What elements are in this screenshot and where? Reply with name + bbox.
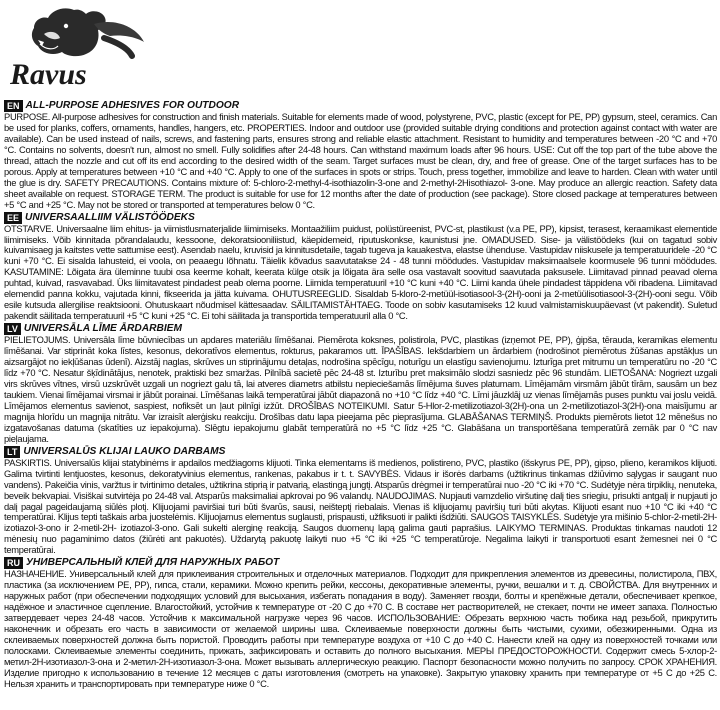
language-code-badge: LV <box>4 323 21 335</box>
language-code-badge: EE <box>4 212 22 224</box>
section-text: PASKIRTIS. Universalūs klijai statybinėms ir apdailos medžiagoms klijuoti. Tinka elementams iš medienos, polistireno, PVC, plastiko (išskyrus PE, PP), gipso, plieno, keramikos klijuoti. Galima tvirtinti lentjuostes, kesonus, dekoratyvinius elementus, rankenas, pakabus ir t. t. SAVYBĖS. Vidaus ir išorės darbams (užtikrinus tinkamas džiūvimo sąlygas ir saugant nuo vandens). Pakeičia vinis, varžtus ir tvirtinimo detales, užtikrina stiprią ir patvarią, elastingą jungtį. Atsparūs drėgmei ir temperatūrai nuo -20 °C iki +70 °C. Sudėtyje nėra tirpiklių, nenuteka, beveik bekvapiai. Visiškai sutvirtėja po 24-48 val. Atsparūs maksimaliai apkrovai po 96 valandų. NAUDOJIMAS. Nupjauti vamzdelio viršutinę dalį ties sriegiu, prisukti antgalį ir nupjauti jo dalį pagal pageidaujamą siūlės plotį. Klijuojami paviršiai turi būti švarūs, sausi, neišteptį riebalais. Vienas iš klijuojamų paviršių turi būti akytas. Klijuoti esant nuo +10 °C iki +40 °C temperatūrai. Klijus tepti taškais arba juostelėmis. Klijuojamus elementus suglausti, prispausti, užfiksuoti ir palikti išdžiūti. SAUGOS TAISYKLĖS. Sudėtyje yra mišinio 5-chlor-2-metil-2H-izotiazol-3-ono ir 2-metil-2H- izotiazol-3-ono. Gali sukelti alerginę reakciją. Saugos duomenų lapą galima gauti paprašius. LAIKYMO TERMINAS. Produktas tinkamas naudoti 12 mėnesių nuo pagaminimo datos (žiūrėti ant pakuotės). Uždarytą pakuotę laikyti nuo +5 °C iki +25 °C temperatūroje. Negalima laikyti ir transportuoti esant žemesnei nei 0 °C temperatūrai. <box>4 457 717 556</box>
section-text: OTSTARVE. Universaalne liim ehitus- ja viimistlusmaterjalide liimimiseks. Montaažiliim puidust, polüstüreenist, PVC-st, plastikust (v.a PE, PP), kipsist, terasest, keraamikast elementide liimimiseks. Võib kinnitada põrandalaudu, kessoone, dekoratsiooniliistud, käepidemeid, riputuskonkse, kaunistusi jne. OMADUSED. Sise- ja välistöödeks (kui on tagatud sobiv kuivamisaeg ja kaitstes vette sattumise eest). Asendab naelu, kruvisid ja kinnitusdetaile, tagab tugeva ja kauakestva, elastse ühenduse. Vastupidav niiskusele ja temperatuuridele -20 °C kuni +70 °C. Ei sisalda lahusteid, ei voola, on peaaegu lõhnatu. Täielik kõvadus saavutatakse 24 - 48 tunni möödudes. Vastupidav maksimaalsele koormusele 96 tunni möödudes. KASUTAMINE: Lõigata ära üleminne tuubi osa keerme kohalt, keerata külge otsik ja lõigata ära selle osa vastavalt soovitud saavutada paksusele. Liimitavad pinnad peavad olema puhtad, kuivad, rasvavabad. Üks liimitavatest pindadest peab olema poorne. Liimida temperatuuril +10 °C kuni +40 °C. Liimi kanda ühele pindadest täppidena või ribadena. Liimitavad elemendid panna kokku, vajutada kinni, fikseerida ja jätta kuivama. OHUTUSREEGLID. Sisaldab 5-kloro-2-metüül-isotiasool-3-(2H)-ooni ja 2-metüülisotiasool-3-(2H)-ooni segu. Võib esile kutsuda allergilise reaktsiooni. Ohutuskaart nõudmisel kättesaadav. SÄILITAMISTÄHTAEG. Toode on sobiv kasutamiseks 12 kuud valmistamiskuupäevast (vt pakendit). Suletud pakendit säilitada temperatuuril +5 °C kuni +25 °C. Ei tohi säilitada ja transportida temperatuuril alla 0 °C. <box>4 223 717 322</box>
language-code-badge: LT <box>4 446 20 458</box>
section-heading <box>4 100 717 112</box>
section-heading <box>4 446 717 458</box>
section-heading <box>4 323 717 335</box>
section-ru <box>4 557 717 689</box>
section-lt <box>4 446 717 557</box>
section-heading <box>4 557 717 569</box>
section-title: UNIVERSAALLIIM VÄLISTÖÖDEKS <box>25 211 195 223</box>
section-heading <box>4 212 717 224</box>
section-text: PURPOSE. All-purpose adhesives for construction and finish materials. Suitable for elements made of wood, polystyrene, PVC, plastic (except for PE, PP) gypsum, steel, ceramics. Can be used for planks, coffers, ornaments, handles, hangers, etc. PROPERTIES. Indoor and outdoor use (provided suitable drying conditions and protection against contact with water are available). Can be used instead of nails, screws, and fastening parts, ensures strong and reliable elastic attachment. Resistant to humidity and temperatures between -20 °C and +70 °C. Contains no solvents, doesn't run, almost no smell. Fully solidifies after 24-48 hours. Can withstand maximum loads after 96 hours. USE: Cut off the top part of the tube above the thread, attach the nozzle and cut off its end according to the desired width of the seam. Target surfaces must be clean, dry, and free of grease. One of the target surfaces has to be porous. Apply at temperatures between +10 °C and +40 °C. Apply to one of the surfaces in spots or strips. Touch, press together, immobilize and leave to harden. Clean with water until the glue is dry. SAFETY PRECAUTIONS. Contains mixture of: 5-chloro-2-methyl-4-isothiazolin-3-one and 2-methyl-2Hisothiazol- 3-one. May produce an allergic reaction. Safety data sheet available on request. STORAGE TERM. The product is suitable for use for 12 months after the date of production (see package). Store closed package at temperatures between +5 °C and +25 °C. May not be stored or transported at temperatures below 0 °C. <box>4 112 717 210</box>
section-text: PIELIETOJUMS. Universāla līme būvniecības un apdares materiālu līmēšanai. Piemērota koksnes, polistirola, PVC, plastikas (izņemot PE, PP), ģipša, tērauda, keramikas elementu līmēšanai. Var stiprināt koka līstes, kesonus, dekoratīvos elementus, rokturus, pakaramos utt. ĪPAŠĪBAS. Iekšdarbiem un ārdarbiem (nodrošinot piemērotus žūšanas apstākļus un aizsargājot no iekļūšanas ūdenī). Aizstāj naglas, skrūves un stiprinājumu detaļas, nodrošina spēcīgu, noturīgu un elastīgu savienojumu. Izturīga pret mitrumu un temperatūru no -20 °C līdz +70 °C. Nesatur šķīdinātājus, nenotek, praktiski bez smaržas. Pilnībā sacietē pēc 24-48 st. Izturību pret maksimālo slodzi sasniedz pēc 96 stundām. LIETOŠANA: Nogriezt uzgali virs skrūves vītnes, virsū uzskrūvēt uzgali un nogriezt galu tā, lai atveres diametrs atbilstu nepieciešamās līmējuma šuves platumam. Līmējamām virsmām jābūt tīrām, sausām un bez taukiem. Vienai līmējamai virsmai ir jābūt porainai. Līmēšanas laikā temperatūrai jābūt diapazonā no +10 °C līdz +40 °C. Līmi jāuzklāj uz vienas līmējamās puses punktu vai joslu veidā. Līmējamos elementus savienot, saspiest, nofiksēt un ļaut pilnīgi izžūt. DROŠĪBAS NOTEIKUMI. Satur 5-Hlor-2-metilizotiazol-3(2H)-ona un 2-metilizotiazol-3(2H)-ona maisījumu ar magnija hlorīdu un magnija nitrātu. Var izraisīt alerģisku reakciju. Drošības datu lapa pieejama pēc pieprasījuma. GLABĀŠANAS TERMIŅŠ. Produkts piemērots lietot 12 mēnešus no izgatavošanas datuma (skatīties uz iepakojuma). Slēgtu iepakojumu glabāt temperatūrā no +5 °C līdz +25 °C. Glabāšana un transportēšana temperatūrā zemāk par 0 °C nav pieļaujama. <box>4 335 717 444</box>
section-en <box>4 100 717 211</box>
section-title: ALL-PURPOSE ADHESIVES FOR OUTDOOR <box>25 100 240 111</box>
section-title: UNIVERSĀLA LĪME ĀRDARBIEM <box>23 323 182 335</box>
language-code-badge: EN <box>4 100 23 112</box>
section-lv <box>4 323 717 445</box>
section-ee <box>4 212 717 323</box>
section-text: НАЗНАЧЕНИЕ. Универсальный клей для приклеивания строительных и отделочных материалов. Подходит для прикрепления элементов из древесины, полистирола, ПВХ, пластика (за исключением PE, PP), гипса, стали, керамики. Можно крепить рейки, кессоны, декоративные элементы, ручки, вешалки и т. д. СВОЙСТВА. Для внутренних и наружных работ (при обеспечении подходящих условий для высыхания, избегать попадания в воду). Заменяет гвозди, болты и крепёжные детали, обеспечивает крепкое, надёжное и эластичное сцепление. Влагостойкий, устойчив к температуре от -20 С до +70 С. В составе нет растворителей, не стекает, почти не имеет запаха. Полностью затвердевает через 24-48 часов. Устойчив к максимальной нагрузке через 96 часов. ИСПОЛЬЗОВАНИЕ: Обрезать верхнюю часть тюбика над резьбой, прикрутить наконечник и обрезать его часть в зависимости от желаемой ширины шва. Склеиваемые поверхности должны быть чистыми, сухими, обезжиренными. Одна из склеиваемых поверхностей должна быть пористой. Проводить работы при температуре воздуха от +10 С до +40 С. Нанести клей на одну из поверхностей точками или полосками. Склеиваемые элементы соединить, прижать, зафиксировать и оставить до полного высыхания. МЕРЫ ПРЕДОСТОРОЖНОСТИ. Содержит смесь 5-хлор-2-метил-2Н-изотиазол-3-она и 2-метил-2Н-изотиазол-3-она. Может вызывать аллергическую реакцию. Паспорт безопасности можно получить по запросу. СРОК ХРАНЕНИЯ. Изделие пригодно к использованию в течение 12 месяцев с даты изготовления (смотреть на упаковке). Закрытую упаковку хранить при температуре от +5 С до +25 С. Нельзя хранить и транспортировать при температуре ниже 0 °С. <box>4 569 717 689</box>
brand-logo <box>4 4 154 96</box>
section-title: УНИВЕРСАЛЬНЫЙ КЛЕЙ ДЛЯ НАРУЖНЫХ РАБОТ <box>26 557 280 569</box>
document-body <box>4 100 717 691</box>
brand-name: Ravus <box>10 58 87 91</box>
section-title: UNIVERSALŪS KLIJAI LAUKO DARBAMS <box>23 445 226 457</box>
language-code-badge: RU <box>4 557 23 569</box>
